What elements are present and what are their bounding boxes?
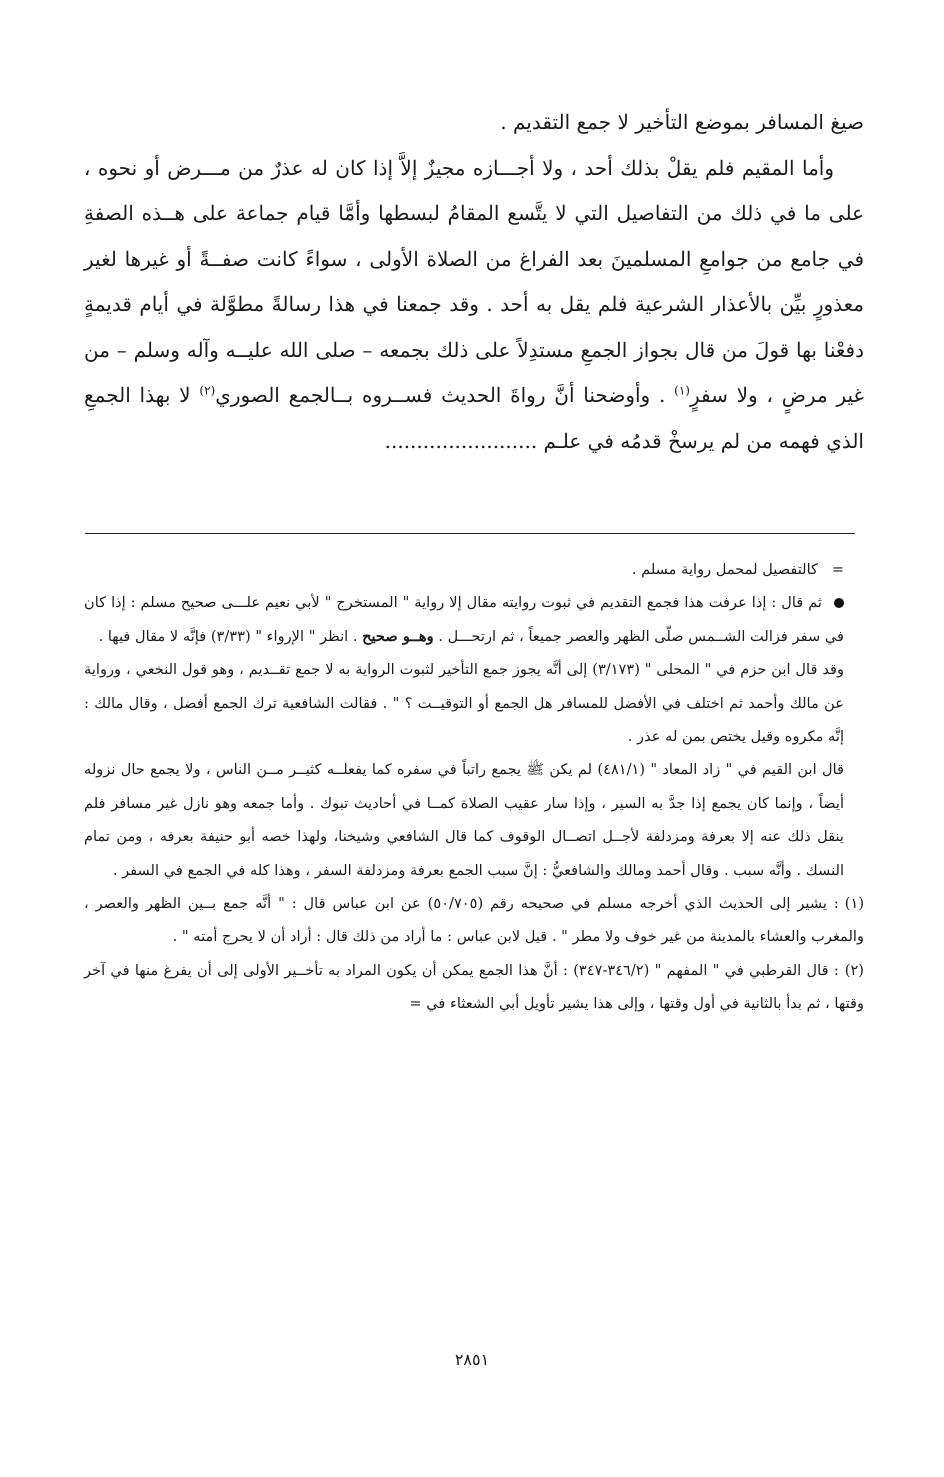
footnote-2-label: (٢) — [844, 961, 864, 979]
page-number: ٢٨٥١ — [454, 1350, 490, 1369]
continuation-mark: = — [831, 561, 844, 578]
footnote-1-text: : يشير إلى الحديث الذي أخرجه مسلم في صحيحه رقم (٥٠/٧٠٥) عن ابن عباس قال : " أنَّه جمع بــين الظهر والعصر ، والمغرب والعشاء بالمدينة من غير خوف ولا مطر " . قيل لابن عباس : ما أراد من ذلك قال : أراد أن لا يحرج أمته " . — [84, 895, 864, 946]
main-paragraph-text: وأما المقيم فلم يقلْ بذلك أحد ، ولا أجـــازه مجيزٌ إلاَّ إذا كان له عذرٌ من مـــرض أو نحوه ، على ما في ذلك من التفاصيل التي لا يتَّسع المقامُ لبسطها وأمَّا قيام جماعة على هــذه الصفةِ في جامع من جوامعِ المسلمينَ بعد الفراغ من الصلاة الأولى ، سواءً كانت صفــةً أو غيرها لغير معذورٍ بيِّن بالأعذار الشرعية فلم يقل به أحد . وقد جمعنا في هذا رسالةً مطوَّلة في أيام قديمةٍ دفعْنا بها قولَ من قال بجواز الجمعِ مستدِلاً على ذلك بجمعه – صلى الله عليــه وآله وسلم – من غير مرضٍ ، ولا سفرٍ — [84, 155, 864, 407]
footnote-ref-2: (٢) — [199, 383, 216, 398]
footnote-1 — [84, 887, 864, 954]
footnote-2 — [84, 954, 864, 1021]
footnote-2-text: : قال القرطبي في " المفهم " (٣٤٦/٢-٣٤٧) : أنَّ هذا الجمع يمكن أن يكون المراد به تأخــير الأولى إلى أن يفرغ منها في آخر وقتها ، ثم بدأ بالثانية في أول وقتها ، وإلى هذا يشير تأويل أبي الشعثاء في = — [84, 961, 864, 1013]
footnote-separator — [85, 533, 855, 534]
footnotes — [84, 553, 864, 1021]
main-paragraph — [84, 146, 864, 465]
bullet-text: ثم قال : إذا عرفت هذا فجمع التقديم في ثبوت روايته مقال إلا رواية " المستخرج " لأبي نعيم علـــى صحيح مسلم : إذا كان في سفر فزالت الشــمس صلّى الظهر والعصر جميعاً ، ثم ارتحـــل . — [84, 594, 844, 645]
bullet-icon — [834, 598, 844, 608]
bullet-end-text: . انظر " الإرواء " (٣/٣٣) فإنَّه لا مقال فيها . — [98, 627, 363, 645]
main-paragraph-end: لا بهذا الجمعِ الذي فهمه من لم يرسخْ قدمُه في علـم ........................ — [84, 383, 864, 453]
bullet-bold-text: وهــو صحيح — [362, 627, 434, 645]
ibn-hazm-paragraph: وقد قال ابن حزم في " المحلى " (٣/١٧٣) إلى أنَّه يجوز جمع التأخير لثبوت الرواية به لا جمع تقــديم ، وهو قول النخعي ، ورواية عن مالك وأحمد ثم اختلف في الأفضل للمسافر هل الجمع أو التوقيــت ؟ " . فقالت الشافعية ترك الجمع أفضل ، وقال مالك : إنَّه مكروه وقيل يختص بمن له عذر . — [84, 661, 844, 746]
main-paragraph-continued: . وأوضحنا أنَّ رواةَ الحديث فســروه بــالجمع الصوري — [215, 383, 675, 407]
footnote-continuation — [84, 553, 864, 586]
footnote-1-label: (١) — [844, 895, 865, 913]
continuation-text: كالتفصيل لمحمل رواية مسلم . — [631, 561, 818, 578]
main-line-1: صيغ المسافر بموضع التأخير لا جمع التقديم . — [500, 110, 864, 134]
ibn-qayyim-paragraph: قال ابن القيم في " زاد المعاد " (٤٨١/١) لم يكن ﷺ يجمع راتباً في سفره كما يفعلــه كثيــر مــن الناس ، ولا يجمع حال نزوله أيضاً ، وإنما كان يجمع إذا جدَّ به السير ، وإذا سار عقيب الصلاة كمــا في أحاديث تبوك . وأما جمعه وهو نازل غير مسافر فلم ينقل ذلك عنه إلا بعرفة ومزدلفة لأجــل اتصــال الوقوف كما قال الشافعي وشيخنا، ولهذا خصه أبو حنيفة بعرفه ، ومن تمام النسك . وأنَّه سبب . وقال أحمد ومالك والشافعيُّ : إنَّ سبب الجمع بعرفة ومزدلفة السفر ، وهذا كله في الجمع في السفر . — [84, 761, 844, 879]
main-text — [84, 100, 864, 464]
bullet-paragraph — [84, 586, 864, 653]
footnote-ref-1: (١) — [674, 383, 690, 398]
